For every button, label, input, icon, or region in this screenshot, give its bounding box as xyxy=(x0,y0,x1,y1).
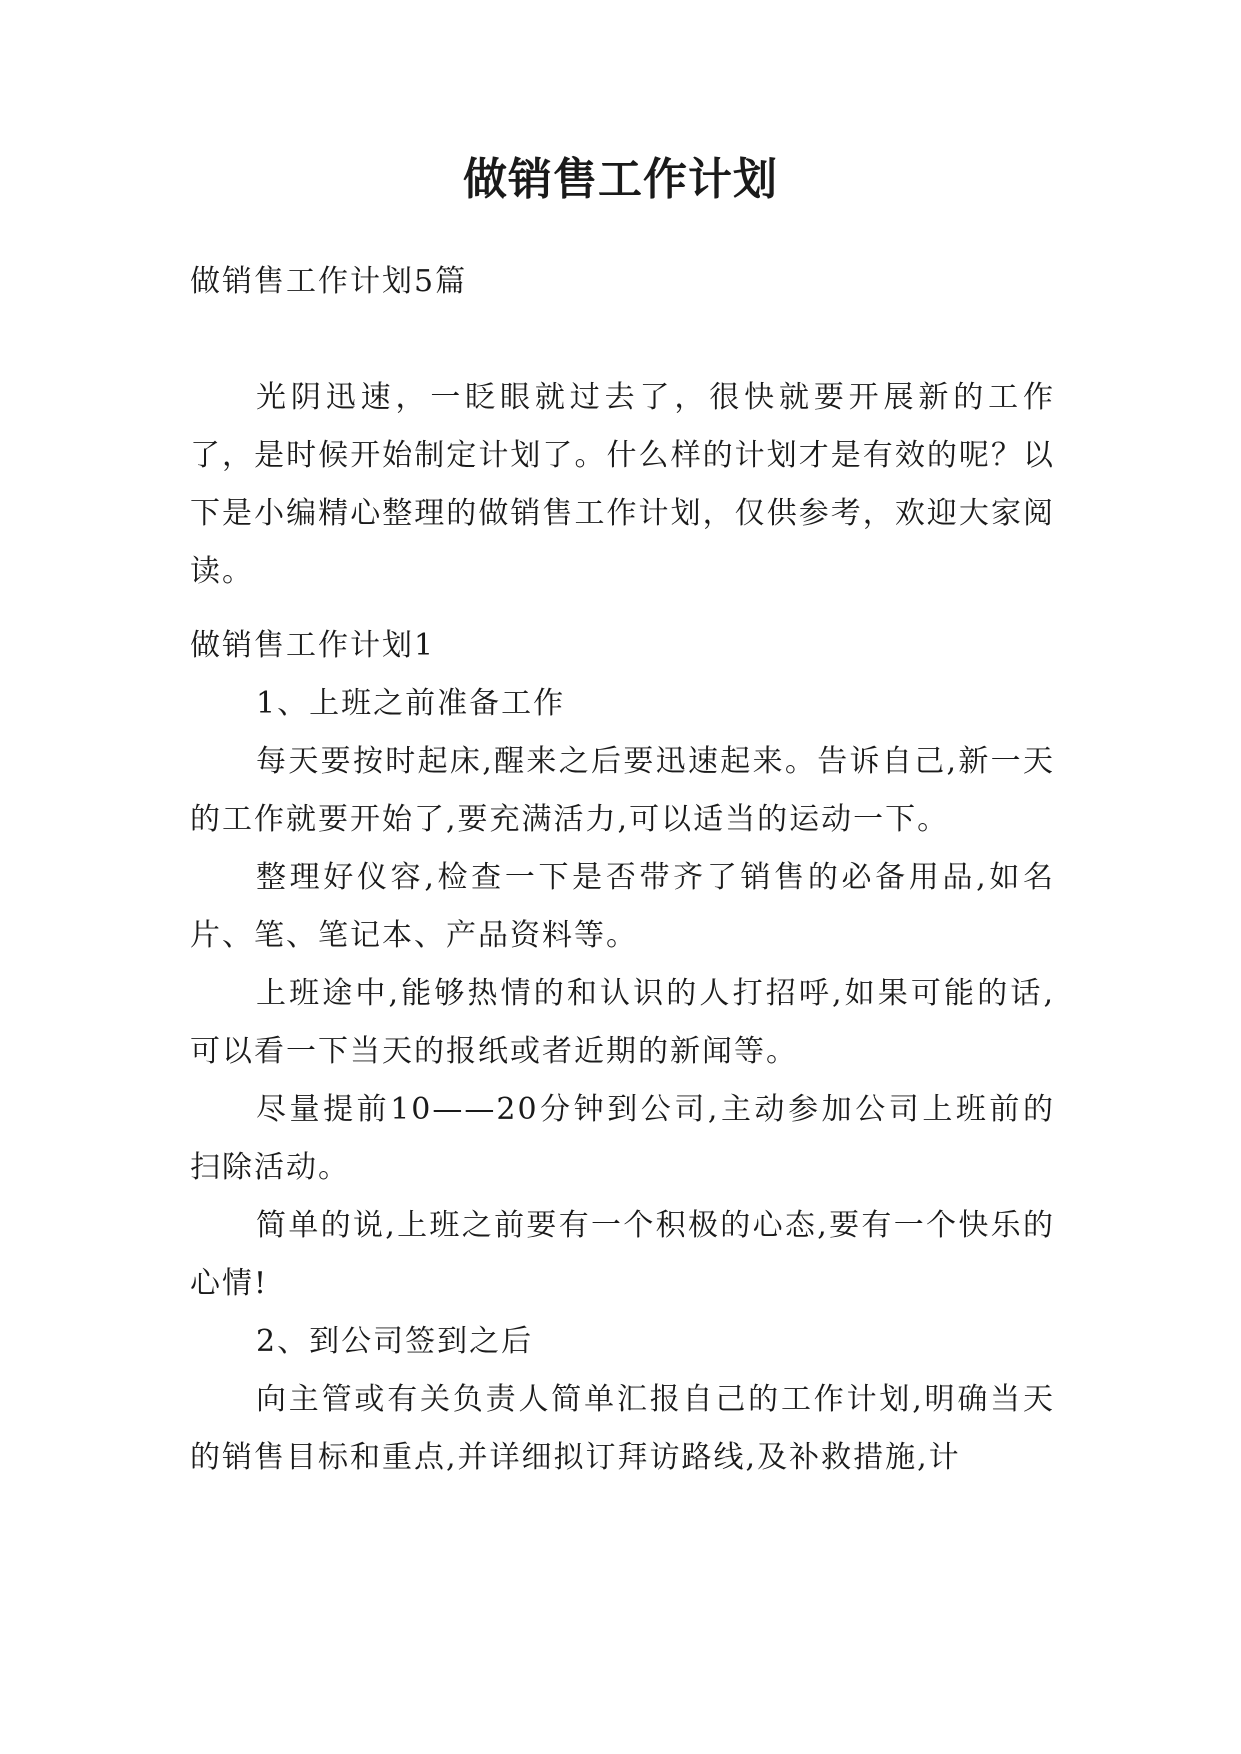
paragraph-3: 上班途中,能够热情的和认识的人打招呼,如果可能的话,可以看一下当天的报纸或者近期的新闻等。 xyxy=(190,976,1055,1069)
paragraph-6: 向主管或有关负责人简单汇报自己的工作计划,明确当天的销售目标和重点,并详细拟订拜访路线,及补救措施,计 xyxy=(190,1382,1055,1475)
paragraph-2: 整理好仪容,检查一下是否带齐了销售的必备用品,如名片、笔、笔记本、产品资料等。 xyxy=(190,860,1055,953)
document-subtitle: 做销售工作计划5篇 xyxy=(190,264,468,299)
item-heading-2: 2、到公司签到之后 xyxy=(256,1324,534,1359)
section-heading-1: 做销售工作计划1 xyxy=(190,628,436,663)
item-heading-1: 1、上班之前准备工作 xyxy=(256,686,566,721)
paragraph-1: 每天要按时起床,醒来之后要迅速起来。告诉自己,新一天的工作就要开始了,要充满活力,可以适当的运动一下。 xyxy=(190,744,1055,837)
intro-paragraph: 光阴迅速，一眨眼就过去了，很快就要开展新的工作了，是时候开始制定计划了。什么样的计划才是有效的呢？以下是小编精心整理的做销售工作计划，仅供参考，欢迎大家阅读。 xyxy=(190,380,1055,589)
paragraph-5: 简单的说,上班之前要有一个积极的心态,要有一个快乐的心情! xyxy=(190,1208,1055,1301)
document-title: 做销售工作计划 xyxy=(463,154,778,205)
paragraph-4: 尽量提前10——20分钟到公司,主动参加公司上班前的扫除活动。 xyxy=(190,1092,1055,1185)
